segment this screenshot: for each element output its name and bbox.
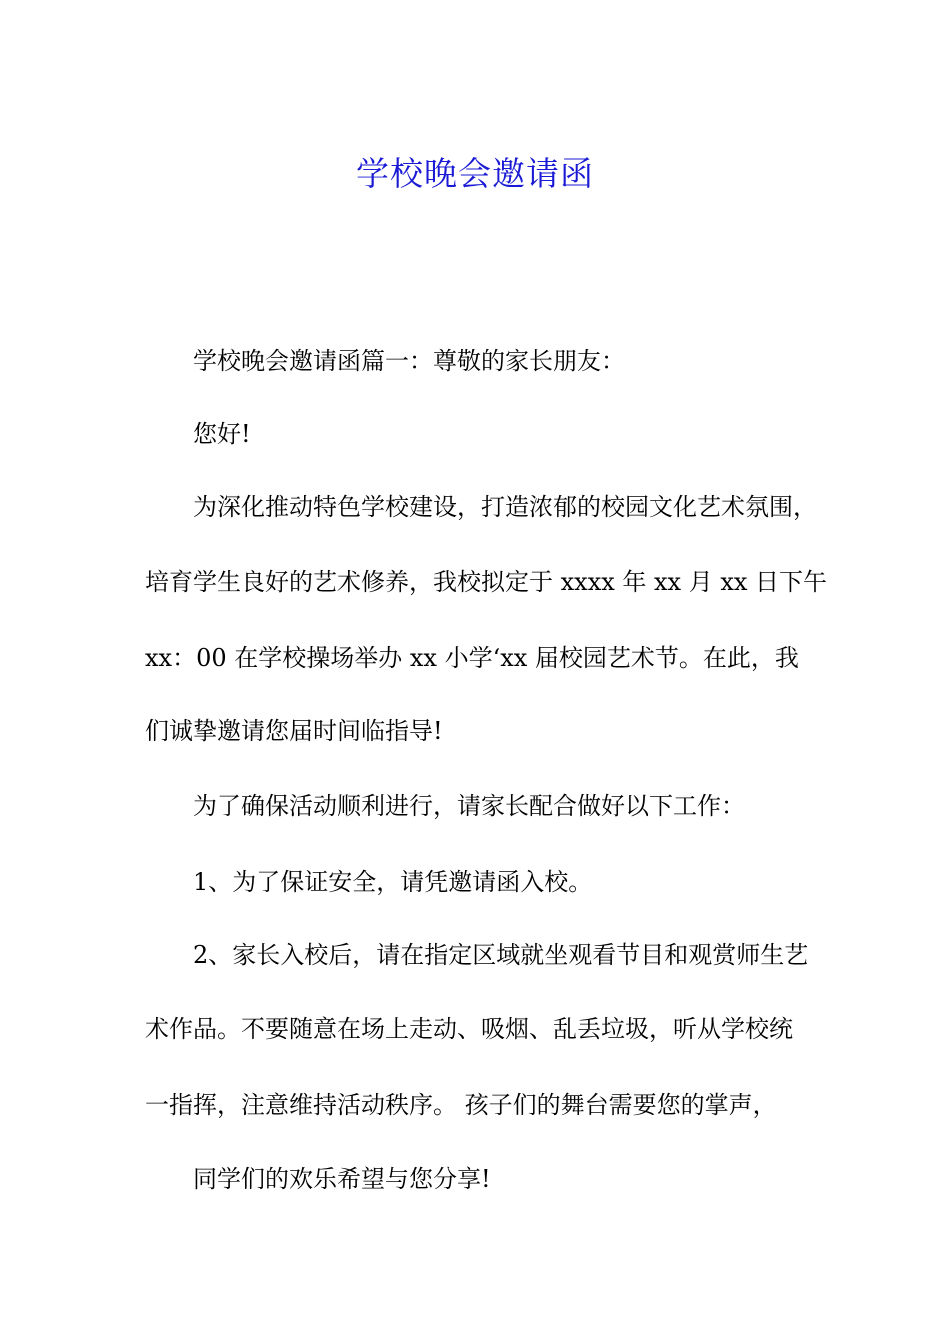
paragraph-line: 同学们的欢乐希望与您分享! xyxy=(193,1165,491,1193)
paragraph-line: 术作品。不要随意在场上走动、吸烟、乱丢垃圾，听从学校统 xyxy=(145,1015,793,1043)
paragraph-line: 们诚挚邀请您届时间临指导! xyxy=(145,717,443,745)
paragraph-line-salutation: 您好! xyxy=(193,420,251,448)
document-title: 学校晚会邀请函 xyxy=(356,154,594,194)
paragraph-line: 一指挥，注意维持活动秩序。 孩子们的舞台需要您的掌声， xyxy=(145,1091,777,1119)
list-item-line: 1、为了保证安全，请凭邀请函入校。 xyxy=(193,868,593,896)
paragraph-line-greeting-heading: 学校晚会邀请函篇一：尊敬的家长朋友： xyxy=(193,347,625,375)
paragraph-line: 为深化推动特色学校建设，打造浓郁的校园文化艺术氛围， xyxy=(193,493,817,521)
list-item-line: 2、家长入校后，请在指定区域就坐观看节目和观赏师生艺 xyxy=(193,941,809,969)
paragraph-line: 为了确保活动顺利进行，请家长配合做好以下工作： xyxy=(193,792,745,820)
paragraph-line: 培育学生良好的艺术修养，我校拟定于 xxxx 年 xx 月 xx 日下午 xyxy=(145,568,828,596)
paragraph-line: xx：00 在学校操场举办 xx 小学‘xx 届校园艺术节。在此，我 xyxy=(145,644,799,672)
